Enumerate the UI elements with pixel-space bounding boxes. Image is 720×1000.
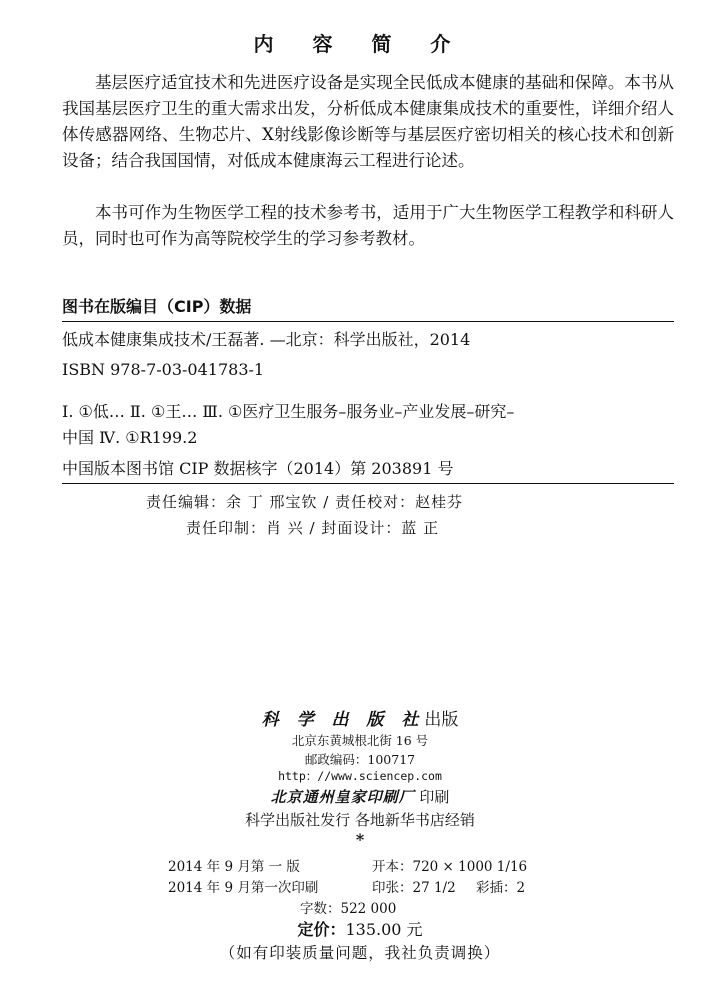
printer-name: 北京通州皇家印刷厂 <box>270 788 415 806</box>
cip-subjects <box>62 399 674 451</box>
separator-star: * <box>355 830 365 849</box>
cip-bibliographic: 低成本健康集成技术/王磊著. —北京：科学出版社，2014 <box>62 330 471 349</box>
spec-color-plates: 彩插：2 <box>476 880 526 896</box>
publisher-suffix: 出版 <box>424 710 459 730</box>
cip-heading: 图书在版编目（CIP）数据 <box>62 297 252 316</box>
spec-sheets: 印张：27 1/2 <box>372 880 456 896</box>
cip-subjects-line-2: 中国 Ⅳ. ①R199.2 <box>62 428 198 447</box>
printer-line <box>0 786 720 807</box>
summary-paragraph-1: 基层医疗适宜技术和先进医疗设备是实现全民低成本健康的基础和保障。本书从我国基层医疗卫生的重大需求出发，分析低成本健康集成技术的重要性，详细介绍人体传感器网络、生物芯片、X射线影像诊断等与基层医疗密切相关的核心技术和创新设备；结合我国国情，对低成本健康海云工程进行论述。 <box>62 73 674 170</box>
price-label: 定价： <box>297 920 346 939</box>
publisher-name: 科 学 出 版 社 <box>261 710 425 730</box>
printer-suffix: 印刷 <box>419 788 450 806</box>
page-title: 内 容 简 介 <box>253 32 467 56</box>
price-value: 135.00 元 <box>345 920 423 939</box>
publisher-postcode: 邮政编码：100717 <box>304 752 416 767</box>
spec-edition: 2014 年 9 月第 一 版 <box>168 859 300 875</box>
distribution-line: 科学出版社发行 各地新华书店经销 <box>245 811 475 829</box>
cip-subjects-line-1: Ⅰ. ①低… Ⅱ. ①王… Ⅲ. ①医疗卫生服务–服务业–产业发展–研究– <box>62 402 515 421</box>
editors-line-1: 责任编辑：余 丁 邢宝钦 / 责任校对：赵桂芬 <box>146 493 464 511</box>
editors-line-2: 责任印制：肖 兴 / 封面设计：蓝 正 <box>186 519 440 537</box>
spec-printing: 2014 年 9 月第一次印刷 <box>168 880 319 896</box>
cip-top-rule <box>62 321 674 322</box>
cip-bottom-rule <box>62 483 674 484</box>
spec-word-count: 字数：522 000 <box>300 901 397 917</box>
publisher-line <box>0 705 720 730</box>
spec-format: 开本：720 × 1000 1/16 <box>372 859 528 875</box>
publisher-address: 北京东黄城根北街 16 号 <box>291 733 429 748</box>
cip-isbn: ISBN 978-7-03-041783-1 <box>62 360 265 379</box>
summary-paragraph-2: 本书可作为生物医学工程的技术参考书，适用于广大生物医学工程教学和科研人员，同时也可作为高等院校学生的学习参考教材。 <box>62 203 674 248</box>
cip-record-number: 中国版本图书馆 CIP 数据核字（2014）第 203891 号 <box>62 459 454 478</box>
quality-notice: （如有印装质量问题，我社负责调换） <box>219 944 501 962</box>
publisher-website: http：//www.sciencep.com <box>278 769 442 783</box>
price-line <box>0 917 720 940</box>
